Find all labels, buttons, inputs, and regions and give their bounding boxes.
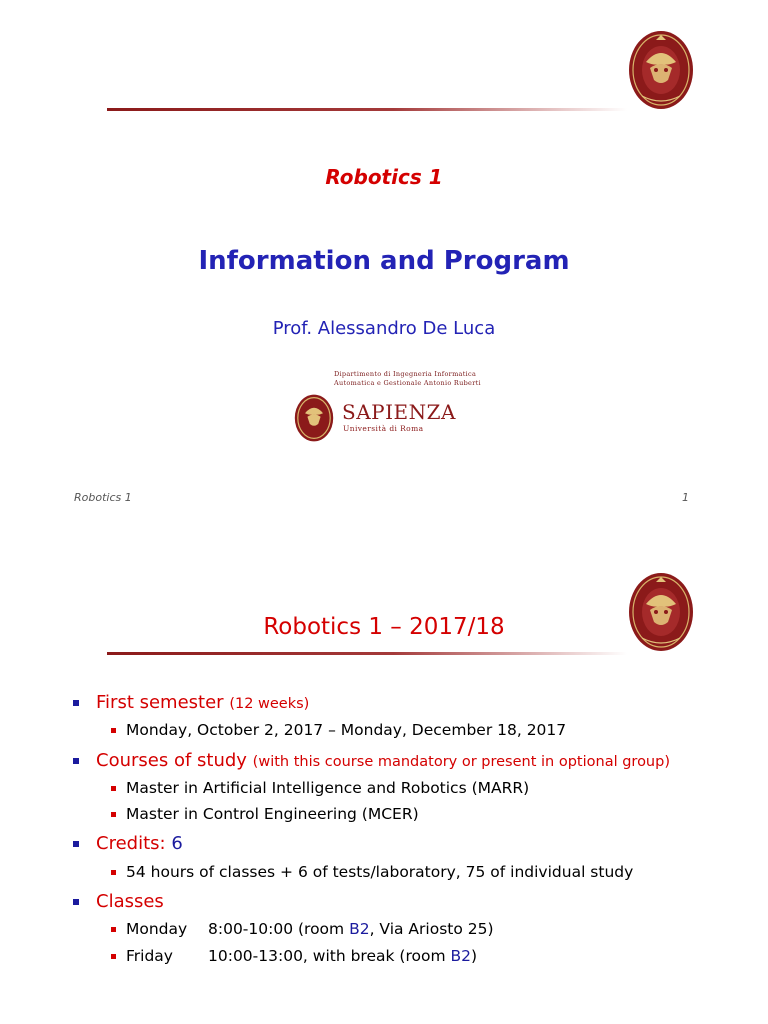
footer-course: Robotics 1 <box>74 491 132 504</box>
sapienza-seal-icon <box>628 30 694 110</box>
semester-note: (12 weeks) <box>229 696 310 712</box>
class-day: Friday <box>126 947 173 965</box>
semester-dates: Monday, October 2, 2017 – Monday, December 18, 2017 <box>126 721 567 739</box>
class-time: 8:00-10:00 (room <box>208 920 350 938</box>
credits-value: 6 <box>171 833 183 854</box>
sapienza-small-seal-icon <box>294 394 334 442</box>
page-number: 1 <box>682 491 689 504</box>
square-bullet-icon <box>111 927 116 932</box>
slide-title: Robotics 1 – 2017/18 <box>263 614 505 640</box>
slide-2 <box>0 512 768 1024</box>
square-bullet-icon <box>111 812 116 817</box>
classes-label: Classes <box>96 891 164 912</box>
header-rule <box>107 108 627 111</box>
square-bullet-icon <box>111 870 116 875</box>
class-day: Monday <box>126 920 188 938</box>
slide-title: Information and Program <box>198 246 570 276</box>
course-text: Master in Control Engineering (MCER) <box>126 805 419 823</box>
university-city: Università di Roma <box>343 424 424 433</box>
department-logo <box>290 362 500 448</box>
professor-name: Prof. Alessandro De Luca <box>272 318 496 339</box>
square-bullet-icon <box>111 786 116 791</box>
university-name: SAPIENZA <box>342 400 456 424</box>
square-bullet-icon <box>73 899 79 905</box>
course-text: Master in Artificial Intelligence and Robotics (MARR) <box>126 779 530 797</box>
department-line-2: Automatica e Gestionale Antonio Ruberti <box>334 379 481 387</box>
department-line-1: Dipartimento di Ingegneria Informatica <box>334 370 477 378</box>
sapienza-seal-icon <box>628 572 694 652</box>
square-bullet-icon <box>73 758 79 764</box>
class-location: ) <box>470 947 478 965</box>
class-time: 10:00-13:00, with break (room <box>208 947 451 965</box>
courses-note: (with this course mandatory or present in optional group) <box>252 754 670 770</box>
courses-label: Courses of study <box>96 750 247 771</box>
class-room: B2 <box>349 920 370 938</box>
header-rule <box>107 652 627 655</box>
semester-label: First semester <box>96 692 224 713</box>
course-name: Robotics 1 <box>325 165 443 189</box>
credits-detail: 54 hours of classes + 6 of tests/laboratory, 75 of individual study <box>126 863 634 881</box>
class-location: , Via Ariosto 25) <box>369 920 494 938</box>
square-bullet-icon <box>73 841 79 847</box>
credits-label: Credits: <box>96 833 166 854</box>
square-bullet-icon <box>111 728 116 733</box>
class-room: B2 <box>450 947 471 965</box>
square-bullet-icon <box>111 954 116 959</box>
square-bullet-icon <box>73 700 79 706</box>
